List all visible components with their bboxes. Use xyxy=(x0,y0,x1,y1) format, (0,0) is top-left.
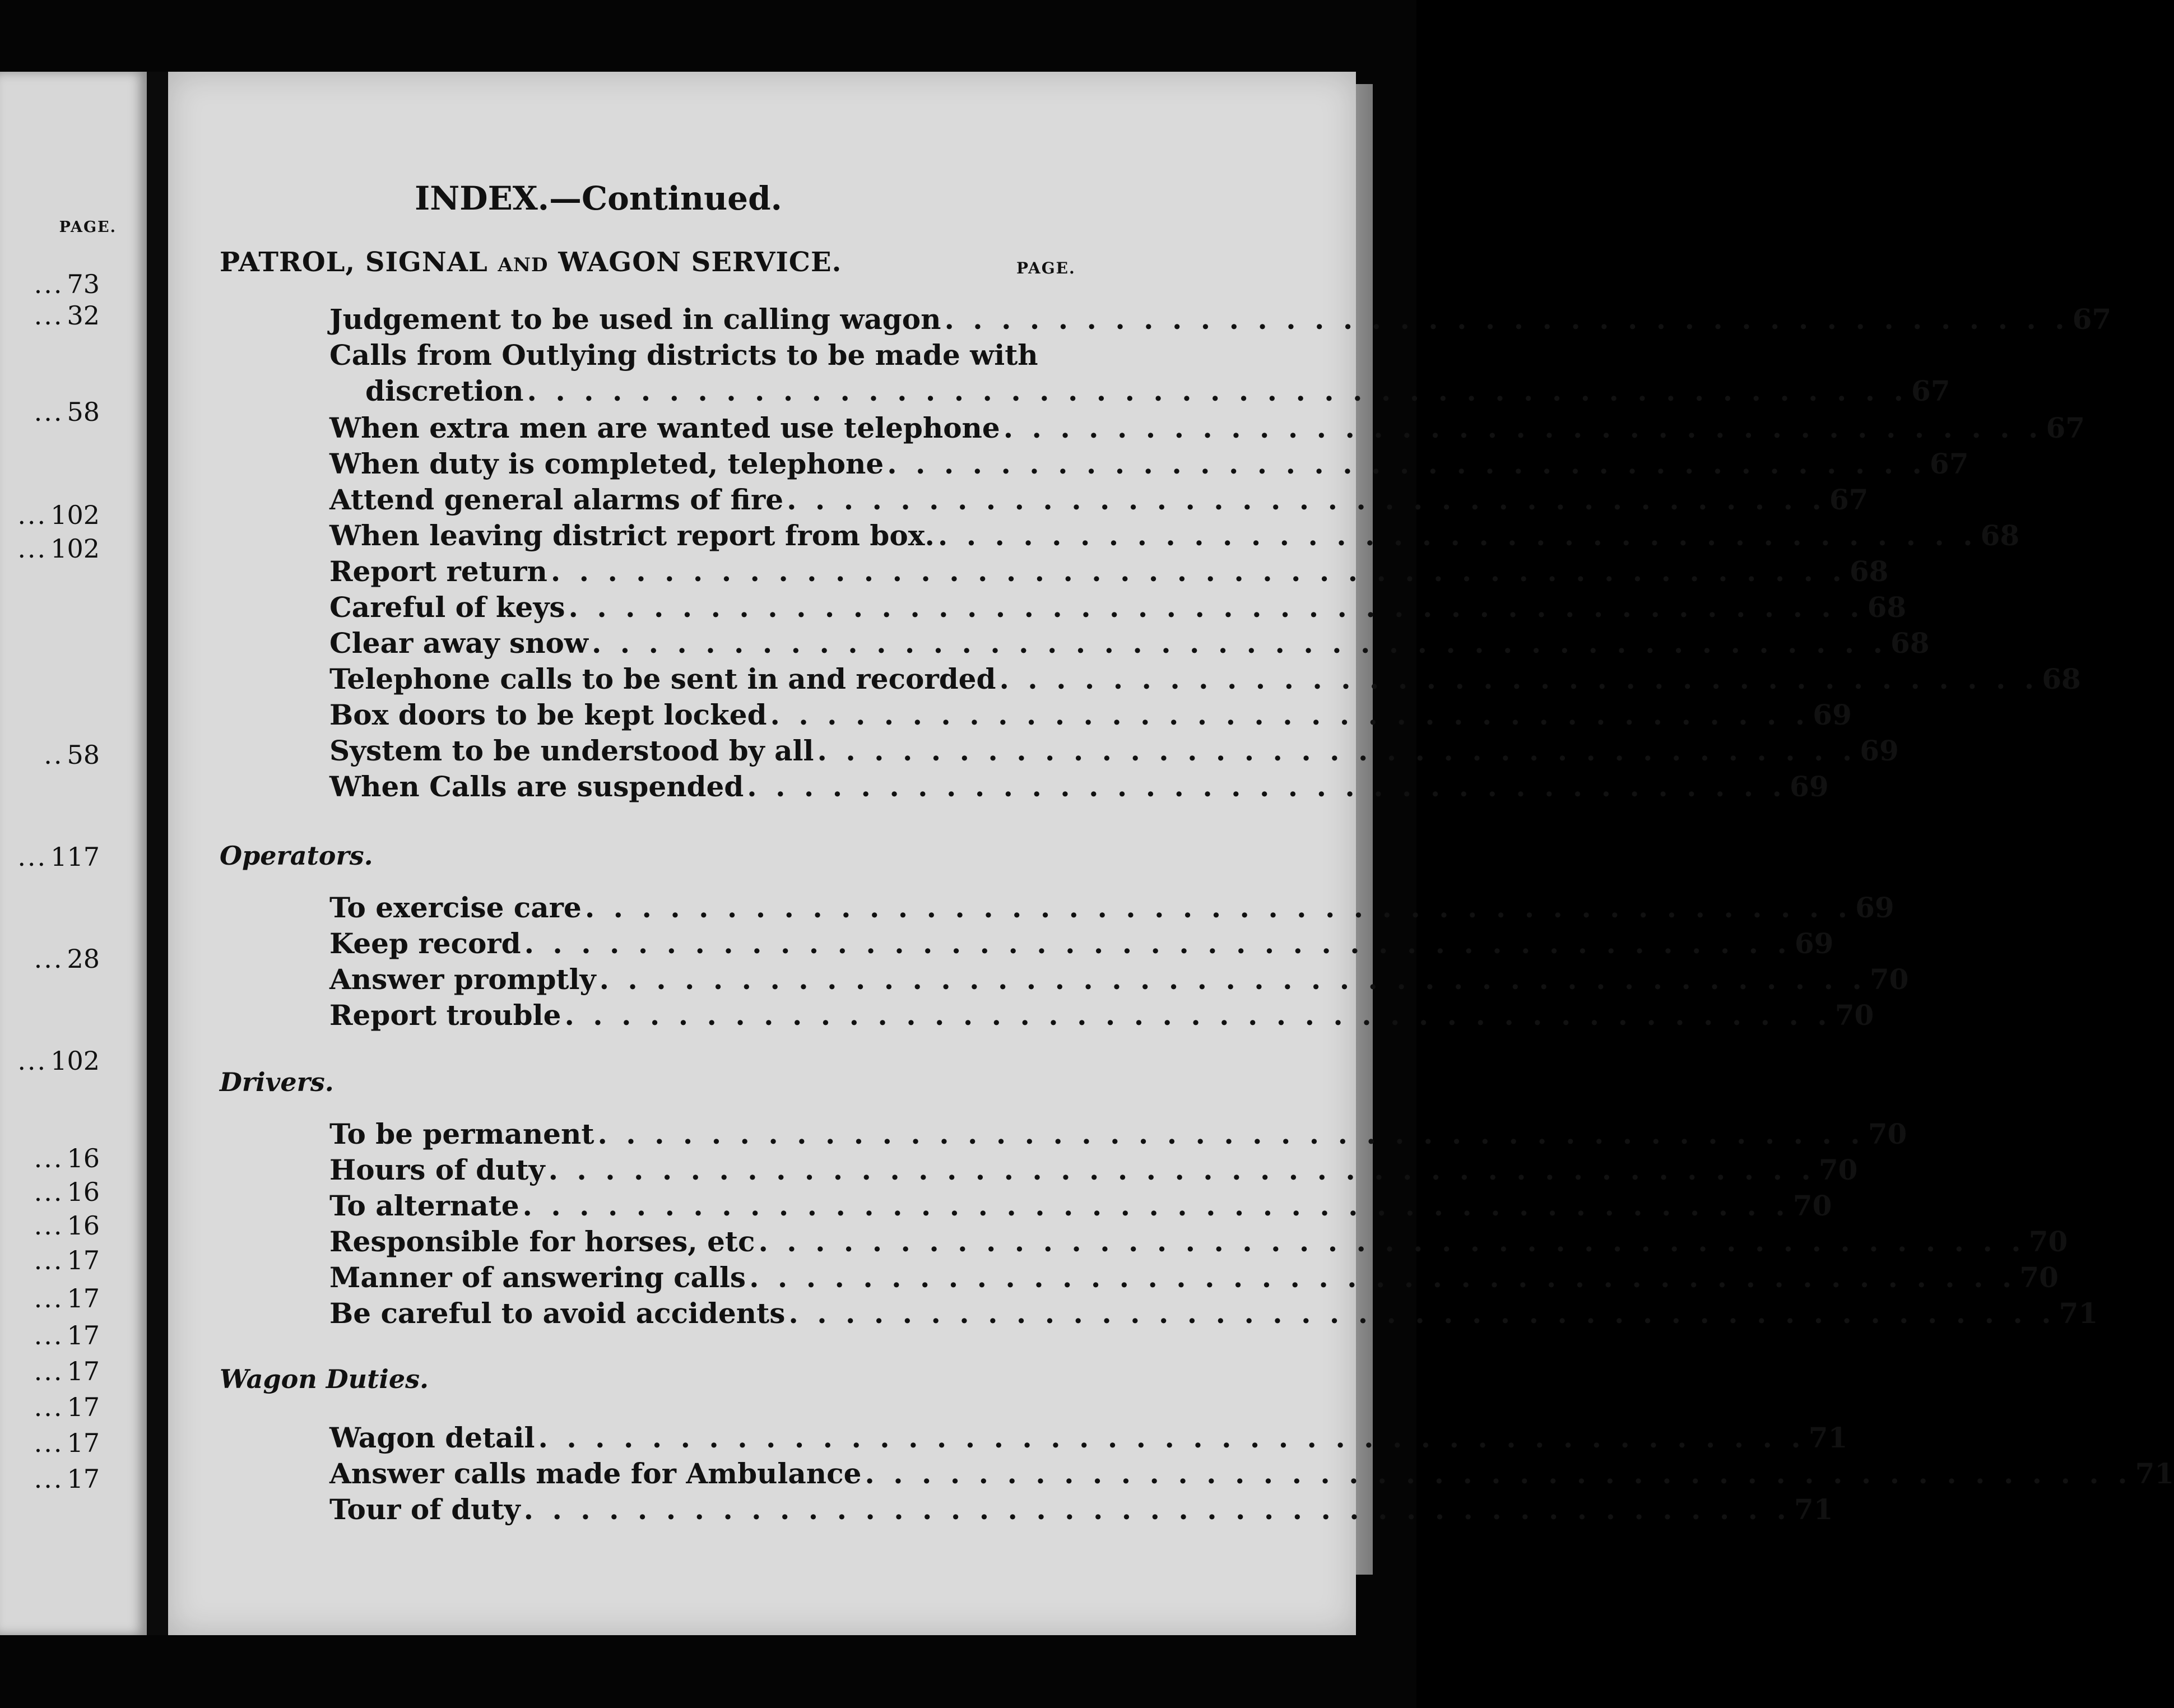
index-entry: Be careful to avoid accidents . . . . . . . . . . . . . . . . . . . . . . . . . . . . . . . . . . . . . . . . . . . . . 71 xyxy=(329,1297,2098,1330)
left-page-number: ... 32 xyxy=(34,300,100,331)
page-title: INDEX.—Continued. xyxy=(415,179,782,217)
left-page-number: .. 58 xyxy=(44,740,100,770)
index-entry: Hours of duty . . . . . . . . . . . . . . . . . . . . . . . . . . . . . . . . . . . . . . . . . . . . . 70 xyxy=(329,1153,1858,1186)
left-page-number: ... 102 xyxy=(17,533,100,564)
left-page-number: ... 102 xyxy=(17,500,100,530)
index-entry: Calls from Outlying districts to be made with xyxy=(329,338,1038,372)
index-entry: Manner of answering calls . . . . . . . . . . . . . . . . . . . . . . . . . . . . . . . . . . . . . . . . . . . . . 70 xyxy=(329,1261,2059,1294)
index-entry: When duty is completed, telephone . . . . . . . . . . . . . . . . . . . . . . . . . . . . . . . . . . . . . 67 xyxy=(329,447,1969,480)
operators-heading: Operators. xyxy=(220,841,373,871)
left-page-number: ... 58 xyxy=(34,397,100,427)
left-page-number: ... 16 xyxy=(34,1143,100,1173)
left-page-number: ... 16 xyxy=(34,1210,100,1241)
index-entry: When extra men are wanted use telephone . . . . . . . . . . . . . . . . . . . . . . . . . . . . . . . . . . . . . 67 xyxy=(329,411,2085,444)
left-page-number: ... 117 xyxy=(17,842,100,872)
left-page-number: ... 17 xyxy=(34,1245,100,1275)
index-entry: Tour of duty . . . . . . . . . . . . . . . . . . . . . . . . . . . . . . . . . . . . . . . . . . . . . 71 xyxy=(329,1493,1833,1526)
section-heading-conjunction: AND xyxy=(498,254,549,276)
index-entry: To exercise care . . . . . . . . . . . . . . . . . . . . . . . . . . . . . . . . . . . . . . . . . . . . . 69 xyxy=(329,891,1894,924)
left-page-number: ... 16 xyxy=(34,1177,100,1207)
left-page-number: ... 17 xyxy=(34,1356,100,1386)
wagon-duties-heading: Wagon Duties. xyxy=(220,1364,429,1394)
index-entry: discretion . . . . . . . . . . . . . . . . . . . . . . . . . . . . . . . . . . . . . . . . . . . . . . . . . 67 xyxy=(365,374,1950,407)
left-page-header: PAGE. xyxy=(59,219,117,236)
index-entry: Telephone calls to be sent in and recorded . . . . . . . . . . . . . . . . . . . . . . . . . . . . . . . . . . . . . 68 xyxy=(329,662,2081,695)
index-entry: Answer promptly . . . . . . . . . . . . . . . . . . . . . . . . . . . . . . . . . . . . . . . . . . . . . 70 xyxy=(329,963,1909,996)
index-entry: Clear away snow . . . . . . . . . . . . . . . . . . . . . . . . . . . . . . . . . . . . . . . . . . . . . . 68 xyxy=(329,626,1930,660)
left-page-number: ... 17 xyxy=(34,1320,100,1350)
index-entry: System to be understood by all . . . . . . . . . . . . . . . . . . . . . . . . . . . . . . . . . . . . . 69 xyxy=(329,734,1899,767)
index-entry: Careful of keys . . . . . . . . . . . . . . . . . . . . . . . . . . . . . . . . . . . . . . . . . . . . . . 68 xyxy=(329,591,1907,624)
page-column-header: PAGE. xyxy=(1016,259,1076,277)
left-page-number: ... 17 xyxy=(34,1464,100,1494)
index-entry: Box doors to be kept locked . . . . . . . . . . . . . . . . . . . . . . . . . . . . . . . . . . . . . 69 xyxy=(329,698,1852,731)
index-entry: Wagon detail . . . . . . . . . . . . . . . . . . . . . . . . . . . . . . . . . . . . . . . . . . . . . 71 xyxy=(329,1421,1848,1454)
left-page-number: ... 102 xyxy=(17,1046,100,1076)
index-entry: Attend general alarms of fire . . . . . . . . . . . . . . . . . . . . . . . . . . . . . . . . . . . . . 67 xyxy=(329,483,1869,516)
index-entry: Report trouble . . . . . . . . . . . . . . . . . . . . . . . . . . . . . . . . . . . . . . . . . . . . . 70 xyxy=(329,999,1874,1032)
book-gutter xyxy=(147,72,168,1635)
section-heading-part: PATROL, SIGNAL xyxy=(220,247,488,278)
index-entry: When leaving district report from box. . . . . . . . . . . . . . . . . . . . . . . . . . . . . . . . . . . . . . 68 xyxy=(329,519,2020,552)
index-entry: When Calls are suspended . . . . . . . . . . . . . . . . . . . . . . . . . . . . . . . . . . . . . 69 xyxy=(329,770,1829,803)
section-heading xyxy=(220,247,842,278)
left-page-number: ... 17 xyxy=(34,1392,100,1422)
drivers-heading: Drivers. xyxy=(220,1067,334,1097)
left-page-number: ... 28 xyxy=(34,944,100,974)
index-entry: Report return . . . . . . . . . . . . . . . . . . . . . . . . . . . . . . . . . . . . . . . . . . . . . . 68 xyxy=(329,555,1889,588)
section-heading-part: WAGON SERVICE. xyxy=(558,247,842,278)
left-page-number: ... 73 xyxy=(34,269,100,299)
index-entry: To be permanent . . . . . . . . . . . . . . . . . . . . . . . . . . . . . . . . . . . . . . . . . . . . . 70 xyxy=(329,1117,1907,1150)
index-entry: Judgement to be used in calling wagon . . . . . . . . . . . . . . . . . . . . . . . . . . . . . . . . . . . . . . . . 67 xyxy=(329,303,2112,336)
left-page-number: ... 17 xyxy=(34,1283,100,1314)
index-entry: Keep record . . . . . . . . . . . . . . . . . . . . . . . . . . . . . . . . . . . . . . . . . . . . . 69 xyxy=(329,927,1834,960)
index-entry: Responsible for horses, etc . . . . . . . . . . . . . . . . . . . . . . . . . . . . . . . . . . . . . . . . . . . . . 70 xyxy=(329,1225,2068,1258)
index-entry: To alternate . . . . . . . . . . . . . . . . . . . . . . . . . . . . . . . . . . . . . . . . . . . . . 70 xyxy=(329,1189,1832,1222)
index-entry: Answer calls made for Ambulance . . . . . . . . . . . . . . . . . . . . . . . . . . . . . . . . . . . . . . . . . . . . . 71 xyxy=(329,1457,2174,1490)
left-page-number: ... 17 xyxy=(34,1428,100,1458)
